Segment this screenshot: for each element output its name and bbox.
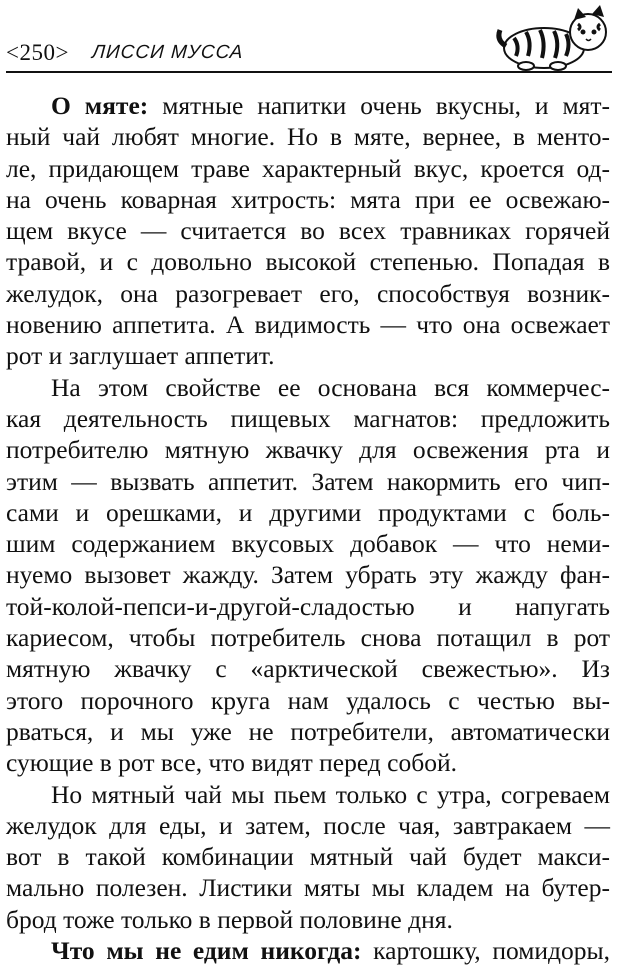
line-text: травой, и с довольно высокой степенью. Попадая в	[6, 247, 610, 277]
line-text: ный чай любят многие. Но в мяте, вернее, в менто-	[6, 122, 610, 152]
line-text: этим — вызвать аппетит. Затем накормить его чип-	[6, 466, 610, 496]
line-text: мально полезен. Листики мяты мы кладем на бутер-	[6, 873, 610, 903]
text-line	[6, 497, 610, 528]
text-line	[6, 935, 610, 966]
line-text: ле, придающем траве характерный вкус, кроется од-	[6, 153, 610, 183]
line-text: рот и заглушает аппетит.	[6, 341, 275, 371]
line-text: новению аппетита. А видимость — что она освежает	[6, 310, 610, 340]
text-line	[6, 591, 610, 622]
line-text: той-колой-пепси-и-другой-сладостью и напугать	[6, 591, 610, 621]
text-line	[6, 434, 610, 465]
text-line	[6, 403, 610, 434]
line-text: нуемо вызовет жажду. Затем убрать эту жажду фан-	[6, 560, 610, 590]
line-text: Но мятный чай мы пьем только с утра, согреваем	[51, 779, 610, 809]
line-text: потребителю мятную жвачку для освежения рта и	[6, 435, 610, 465]
text-line	[6, 559, 610, 590]
text-line	[6, 309, 610, 340]
line-text: сующие в рот все, что видят перед собой.	[6, 748, 457, 778]
text-line	[6, 747, 610, 778]
line-text: кая деятельность пищевых магнатов: предложить	[6, 403, 610, 433]
running-title: ЛИССИ МУССА	[91, 42, 245, 63]
text-line	[6, 622, 610, 653]
text-line	[6, 466, 610, 497]
line-text: шим содержанием вкусовых добавок — что неми-	[6, 529, 610, 559]
line-text: щем вкусе — считается во всех травниках горячей	[6, 216, 610, 246]
line-text: сами и орешками, и другими продуктами с боль-	[6, 497, 610, 527]
page-number: <250>	[6, 40, 69, 65]
line-text: вот в такой комбинации мятный чай будет макси-	[6, 842, 610, 872]
line-text: рваться, и мы уже не потребители, автоматически	[6, 716, 610, 746]
text-line	[6, 685, 610, 716]
body-text	[6, 90, 610, 966]
text-line	[6, 90, 610, 121]
text-line	[6, 904, 610, 935]
text-line	[6, 716, 610, 747]
line-text: этого порочного круга нам удалось с честью вы-	[6, 685, 610, 715]
line-text: картошку, помидоры,	[361, 936, 610, 966]
text-line	[6, 340, 610, 371]
text-line	[6, 153, 610, 184]
line-text: На этом свойстве ее основана вся коммерчес-	[51, 372, 610, 402]
bold-lead-in: Что мы не едим никогда:	[51, 936, 362, 966]
line-text: мятную жвачку с «арктической свежестью». Из	[6, 654, 610, 684]
text-line	[6, 653, 610, 684]
bold-lead-in: О мяте:	[51, 91, 149, 120]
text-line	[6, 184, 610, 215]
line-text: желудок, она разогревает его, способствуя возник-	[6, 278, 610, 308]
line-text: мятные напитки очень вкусны, и мят-	[148, 91, 610, 120]
line-text: брод тоже только в первой половине дня.	[6, 904, 453, 934]
text-line	[6, 246, 610, 277]
text-line	[6, 810, 610, 841]
text-line	[6, 528, 610, 559]
line-text: желудок для еды, и затем, после чая, завтракаем —	[6, 810, 610, 840]
text-line	[6, 872, 610, 903]
line-text: на очень коварная хитрость: мята при ее освежаю-	[6, 184, 610, 214]
text-line	[6, 841, 610, 872]
text-line	[6, 779, 610, 810]
text-line	[6, 121, 610, 152]
text-line	[6, 372, 610, 403]
striped-cat-icon	[496, 2, 614, 74]
text-line	[6, 278, 610, 309]
text-line	[6, 215, 610, 246]
line-text: кариесом, чтобы потребитель снова потащил в рот	[6, 623, 610, 653]
